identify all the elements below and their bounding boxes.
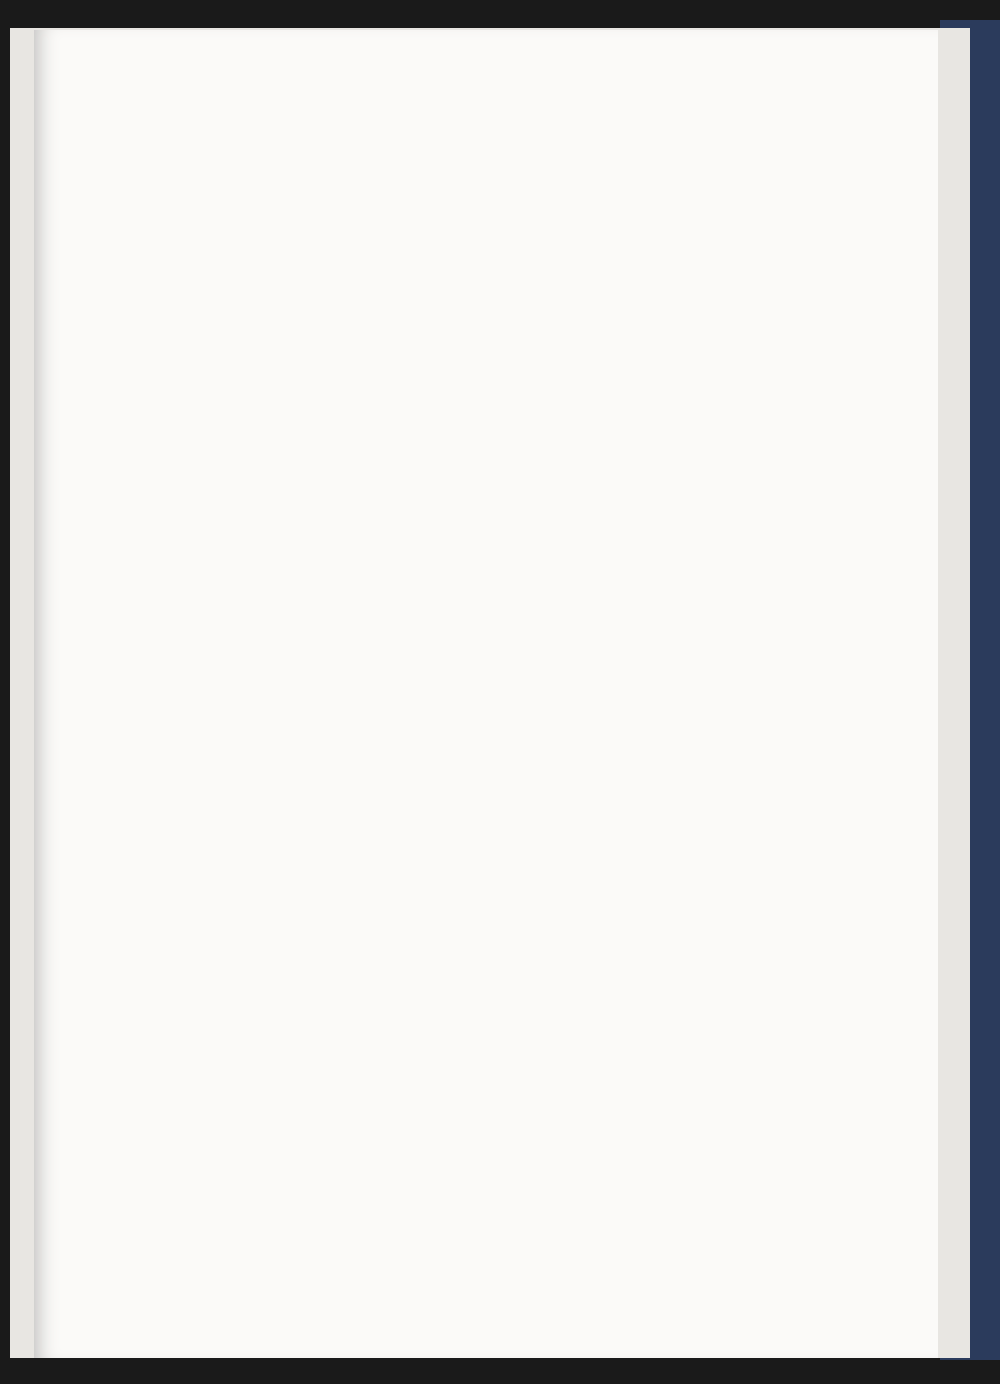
book-page [34,30,938,1358]
